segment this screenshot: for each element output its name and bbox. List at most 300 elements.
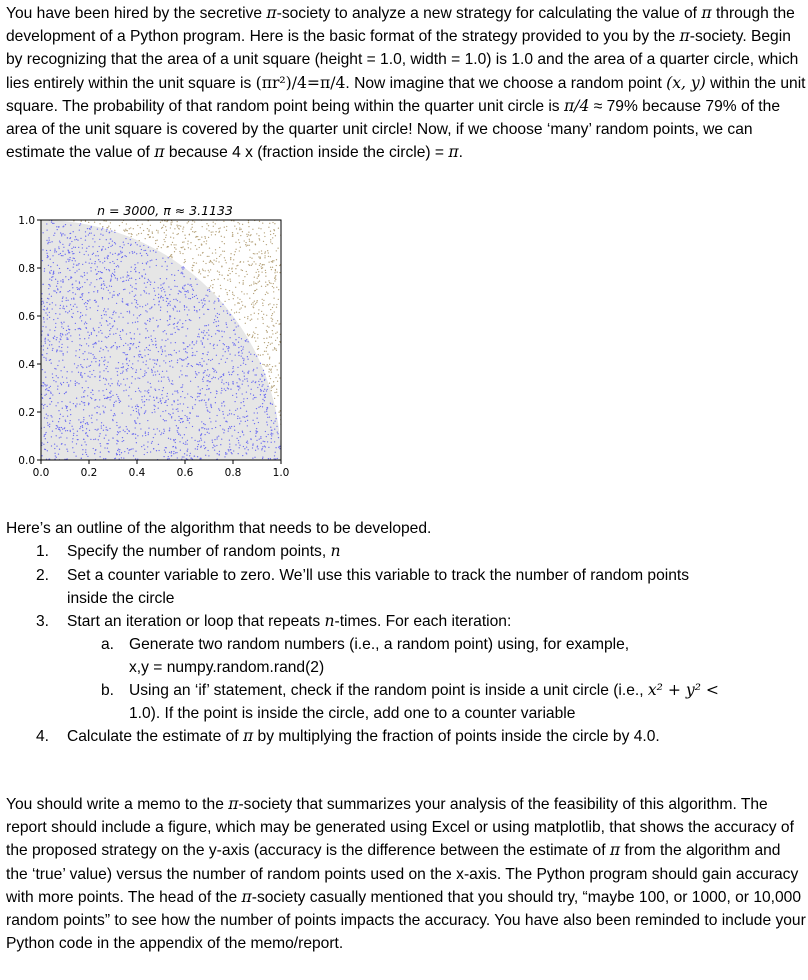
point-inside — [67, 291, 68, 292]
point-outside — [137, 225, 138, 226]
point-inside — [144, 395, 145, 396]
point-inside — [235, 410, 236, 411]
point-inside — [139, 306, 140, 307]
point-inside — [87, 376, 88, 377]
point-inside — [163, 456, 164, 457]
point-inside — [156, 265, 157, 266]
point-inside — [110, 356, 111, 357]
point-inside — [207, 354, 208, 355]
point-inside — [212, 359, 213, 360]
point-inside — [120, 277, 121, 278]
point-inside — [97, 406, 98, 407]
point-outside — [278, 412, 279, 413]
point-inside — [113, 333, 114, 334]
point-inside — [173, 446, 174, 447]
pi-over-4: π/4 — [563, 96, 590, 115]
point-inside — [245, 421, 246, 422]
point-inside — [272, 404, 273, 405]
point-outside — [176, 234, 177, 235]
point-inside — [52, 421, 53, 422]
point-inside — [117, 278, 118, 279]
point-inside — [189, 344, 190, 345]
point-outside — [277, 369, 278, 370]
point-inside — [83, 409, 84, 410]
point-inside — [191, 437, 192, 438]
point-inside — [259, 438, 260, 439]
point-outside — [141, 233, 142, 234]
point-inside — [112, 419, 113, 420]
point-inside — [148, 367, 149, 368]
point-inside — [186, 416, 187, 417]
point-inside — [62, 233, 63, 234]
point-outside — [206, 243, 207, 244]
point-inside — [190, 298, 191, 299]
point-inside — [139, 423, 140, 424]
point-outside — [245, 244, 246, 245]
point-inside — [136, 288, 137, 289]
point-outside — [244, 276, 245, 277]
point-outside — [173, 244, 174, 245]
point-inside — [133, 343, 134, 344]
point-inside — [66, 449, 67, 450]
point-inside — [96, 412, 97, 413]
point-inside — [241, 346, 242, 347]
point-inside — [140, 428, 141, 429]
point-inside — [178, 270, 179, 271]
point-inside — [92, 254, 93, 255]
point-inside — [142, 306, 143, 307]
point-inside — [106, 347, 107, 348]
point-outside — [208, 237, 209, 238]
point-inside — [112, 326, 113, 327]
point-inside — [91, 415, 92, 416]
point-inside — [188, 298, 189, 299]
point-inside — [253, 370, 254, 371]
point-outside — [229, 273, 230, 274]
point-inside — [143, 250, 144, 251]
point-inside — [51, 363, 52, 364]
point-inside — [187, 357, 188, 358]
point-inside — [115, 401, 116, 402]
point-inside — [104, 258, 105, 259]
point-inside — [187, 328, 188, 329]
point-inside — [95, 450, 96, 451]
point-outside — [261, 253, 262, 254]
point-outside — [272, 260, 273, 261]
point-inside — [269, 416, 270, 417]
point-outside — [192, 265, 193, 266]
point-inside — [44, 371, 45, 372]
point-inside — [47, 406, 48, 407]
point-outside — [240, 261, 241, 262]
point-inside — [94, 407, 95, 408]
point-outside — [232, 292, 233, 293]
point-inside — [84, 351, 85, 352]
point-inside — [155, 434, 156, 435]
point-inside — [145, 274, 146, 275]
point-inside — [82, 425, 83, 426]
point-inside — [67, 416, 68, 417]
y-tick-label: 0.0 — [18, 455, 35, 467]
point-inside — [279, 446, 280, 447]
point-outside — [163, 239, 164, 240]
point-inside — [68, 261, 69, 262]
point-inside — [119, 385, 120, 386]
point-outside — [267, 345, 268, 346]
point-outside — [157, 230, 158, 231]
point-inside — [47, 243, 48, 244]
point-inside — [109, 232, 110, 233]
point-inside — [204, 370, 205, 371]
point-outside — [255, 327, 256, 328]
point-inside — [157, 326, 158, 327]
point-outside — [272, 330, 273, 331]
point-inside — [123, 430, 124, 431]
point-inside — [61, 326, 62, 327]
point-inside — [228, 372, 229, 373]
point-inside — [238, 386, 239, 387]
point-inside — [124, 255, 125, 256]
point-inside — [144, 404, 145, 405]
point-outside — [238, 239, 239, 240]
point-inside — [254, 354, 255, 355]
point-inside — [228, 350, 229, 351]
point-inside — [120, 401, 121, 402]
point-outside — [276, 389, 277, 390]
point-outside — [268, 227, 269, 228]
point-inside — [171, 383, 172, 384]
point-outside — [262, 318, 263, 319]
point-outside — [275, 340, 276, 341]
point-inside — [161, 266, 162, 267]
point-inside — [136, 442, 137, 443]
point-inside — [111, 286, 112, 287]
point-inside — [123, 352, 124, 353]
point-inside — [153, 299, 154, 300]
point-inside — [81, 445, 82, 446]
point-inside — [85, 302, 86, 303]
point-inside — [51, 436, 52, 437]
point-inside — [62, 251, 63, 252]
point-inside — [113, 291, 114, 292]
point-inside — [78, 263, 79, 264]
point-inside — [158, 402, 159, 403]
point-inside — [81, 320, 82, 321]
point-outside — [246, 271, 247, 272]
point-inside — [122, 317, 123, 318]
point-inside — [267, 441, 268, 442]
point-inside — [60, 280, 61, 281]
point-inside — [152, 412, 153, 413]
point-inside — [252, 447, 253, 448]
point-inside — [128, 280, 129, 281]
point-outside — [258, 271, 259, 272]
point-inside — [145, 310, 146, 311]
point-inside — [76, 270, 77, 271]
point-inside — [56, 425, 57, 426]
point-inside — [54, 448, 55, 449]
point-inside — [114, 263, 115, 264]
point-inside — [199, 317, 200, 318]
point-inside — [58, 272, 59, 273]
point-inside — [268, 434, 269, 435]
point-inside — [79, 357, 80, 358]
point-inside — [51, 280, 52, 281]
point-inside — [100, 271, 101, 272]
point-inside — [135, 283, 136, 284]
point-inside — [80, 372, 81, 373]
point-inside — [105, 311, 106, 312]
point-inside — [70, 420, 71, 421]
point-inside — [53, 223, 54, 224]
point-outside — [267, 365, 268, 366]
point-inside — [230, 427, 231, 428]
point-outside — [233, 295, 234, 296]
point-outside — [148, 229, 149, 230]
point-inside — [85, 239, 86, 240]
point-inside — [177, 404, 178, 405]
point-inside — [82, 454, 83, 455]
point-inside — [137, 262, 138, 263]
point-inside — [171, 455, 172, 456]
point-inside — [243, 434, 244, 435]
point-inside — [175, 452, 176, 453]
point-outside — [170, 237, 171, 238]
point-inside — [73, 403, 74, 404]
point-outside — [258, 346, 259, 347]
point-inside — [261, 381, 262, 382]
point-inside — [201, 439, 202, 440]
point-inside — [173, 299, 174, 300]
point-outside — [198, 239, 199, 240]
point-outside — [168, 246, 169, 247]
point-inside — [176, 352, 177, 353]
point-inside — [99, 278, 100, 279]
point-inside — [191, 348, 192, 349]
point-inside — [258, 381, 259, 382]
point-inside — [266, 421, 267, 422]
point-inside — [41, 293, 42, 294]
point-outside — [262, 305, 263, 306]
point-inside — [135, 406, 136, 407]
list-text: Calculate the estimate of — [67, 728, 243, 745]
point-inside — [226, 327, 227, 328]
point-inside — [182, 273, 183, 274]
point-outside — [254, 277, 255, 278]
point-inside — [208, 329, 209, 330]
point-inside — [215, 333, 216, 334]
point-outside — [164, 241, 165, 242]
point-outside — [227, 279, 228, 280]
point-inside — [127, 448, 128, 449]
point-outside — [251, 241, 252, 242]
point-inside — [127, 303, 128, 304]
point-inside — [183, 342, 184, 343]
point-inside — [83, 419, 84, 420]
point-outside — [208, 225, 209, 226]
point-inside — [150, 284, 151, 285]
point-inside — [182, 288, 183, 289]
point-outside — [249, 249, 250, 250]
point-inside — [50, 285, 51, 286]
point-inside — [123, 289, 124, 290]
point-outside — [232, 234, 233, 235]
point-outside — [220, 227, 221, 228]
point-outside — [209, 287, 210, 288]
point-inside — [107, 258, 108, 259]
point-inside — [136, 404, 137, 405]
point-outside — [257, 269, 258, 270]
point-inside — [274, 420, 275, 421]
point-inside — [114, 275, 115, 276]
point-inside — [150, 260, 151, 261]
point-inside — [183, 456, 184, 457]
point-inside — [203, 338, 204, 339]
point-inside — [105, 435, 106, 436]
point-inside — [103, 425, 104, 426]
point-outside — [192, 267, 193, 268]
point-inside — [176, 286, 177, 287]
point-inside — [94, 241, 95, 242]
point-inside — [211, 428, 212, 429]
point-inside — [239, 387, 240, 388]
point-inside — [123, 242, 124, 243]
point-inside — [187, 290, 188, 291]
point-inside — [145, 435, 146, 436]
point-inside — [125, 343, 126, 344]
point-inside — [177, 457, 178, 458]
point-inside — [104, 447, 105, 448]
point-inside — [60, 305, 61, 306]
point-outside — [234, 254, 235, 255]
point-inside — [155, 341, 156, 342]
point-inside — [131, 382, 132, 383]
point-inside — [92, 394, 93, 395]
point-inside — [109, 399, 110, 400]
point-inside — [155, 344, 156, 345]
point-inside — [198, 416, 199, 417]
point-inside — [196, 340, 197, 341]
point-inside — [137, 435, 138, 436]
point-outside — [202, 252, 203, 253]
point-inside — [106, 379, 107, 380]
point-outside — [260, 263, 261, 264]
point-outside — [126, 223, 127, 224]
point-inside — [60, 272, 61, 273]
point-inside — [217, 453, 218, 454]
point-inside — [145, 337, 146, 338]
point-inside — [182, 391, 183, 392]
point-inside — [44, 427, 45, 428]
point-inside — [166, 370, 167, 371]
point-inside — [209, 300, 210, 301]
point-inside — [84, 441, 85, 442]
point-inside — [237, 418, 238, 419]
point-inside — [185, 335, 186, 336]
point-outside — [276, 250, 277, 251]
point-inside — [196, 284, 197, 285]
point-outside — [277, 271, 278, 272]
point-inside — [151, 341, 152, 342]
point-inside — [95, 255, 96, 256]
point-inside — [153, 429, 154, 430]
point-inside — [262, 399, 263, 400]
point-outside — [252, 302, 253, 303]
point-inside — [129, 278, 130, 279]
point-inside — [90, 439, 91, 440]
point-inside — [88, 387, 89, 388]
point-outside — [270, 241, 271, 242]
point-inside — [203, 372, 204, 373]
point-outside — [274, 385, 275, 386]
point-inside — [128, 452, 129, 453]
point-outside — [247, 236, 248, 237]
point-inside — [248, 449, 249, 450]
point-outside — [274, 230, 275, 231]
point-outside — [259, 265, 260, 266]
point-inside — [90, 392, 91, 393]
point-outside — [276, 287, 277, 288]
point-inside — [91, 374, 92, 375]
point-inside — [232, 395, 233, 396]
point-inside — [147, 390, 148, 391]
point-inside — [99, 364, 100, 365]
point-inside — [79, 334, 80, 335]
point-inside — [117, 384, 118, 385]
point-inside — [45, 385, 46, 386]
point-outside — [125, 229, 126, 230]
point-inside — [54, 251, 55, 252]
point-outside — [194, 232, 195, 233]
point-outside — [158, 246, 159, 247]
point-inside — [219, 314, 220, 315]
point-inside — [61, 255, 62, 256]
point-outside — [127, 230, 128, 231]
point-inside — [44, 384, 45, 385]
point-inside — [114, 242, 115, 243]
point-outside — [270, 370, 271, 371]
point-outside — [247, 274, 248, 275]
x-tick-label: 0.6 — [176, 467, 194, 479]
point-inside — [226, 358, 227, 359]
point-inside — [115, 277, 116, 278]
point-inside — [135, 458, 136, 459]
point-inside — [78, 372, 79, 373]
point-inside — [216, 415, 217, 416]
point-outside — [156, 230, 157, 231]
point-inside — [160, 319, 161, 320]
point-inside — [226, 453, 227, 454]
point-inside — [115, 458, 116, 459]
point-inside — [120, 337, 121, 338]
x-tick-label: 0.8 — [224, 467, 242, 479]
point-outside — [114, 230, 115, 231]
point-inside — [110, 385, 111, 386]
intro-paragraph — [6, 2, 806, 164]
point-outside — [225, 289, 226, 290]
point-inside — [99, 433, 100, 434]
point-inside — [178, 329, 179, 330]
point-inside — [86, 454, 87, 455]
point-inside — [104, 438, 105, 439]
point-inside — [130, 348, 131, 349]
point-outside — [252, 334, 253, 335]
point-inside — [107, 324, 108, 325]
point-outside — [208, 270, 209, 271]
sub-list-letter: a. — [101, 636, 115, 653]
point-inside — [53, 337, 54, 338]
intro-text: within the unit square. The probability of that random point being within the quarter unit circle is — [6, 74, 806, 115]
